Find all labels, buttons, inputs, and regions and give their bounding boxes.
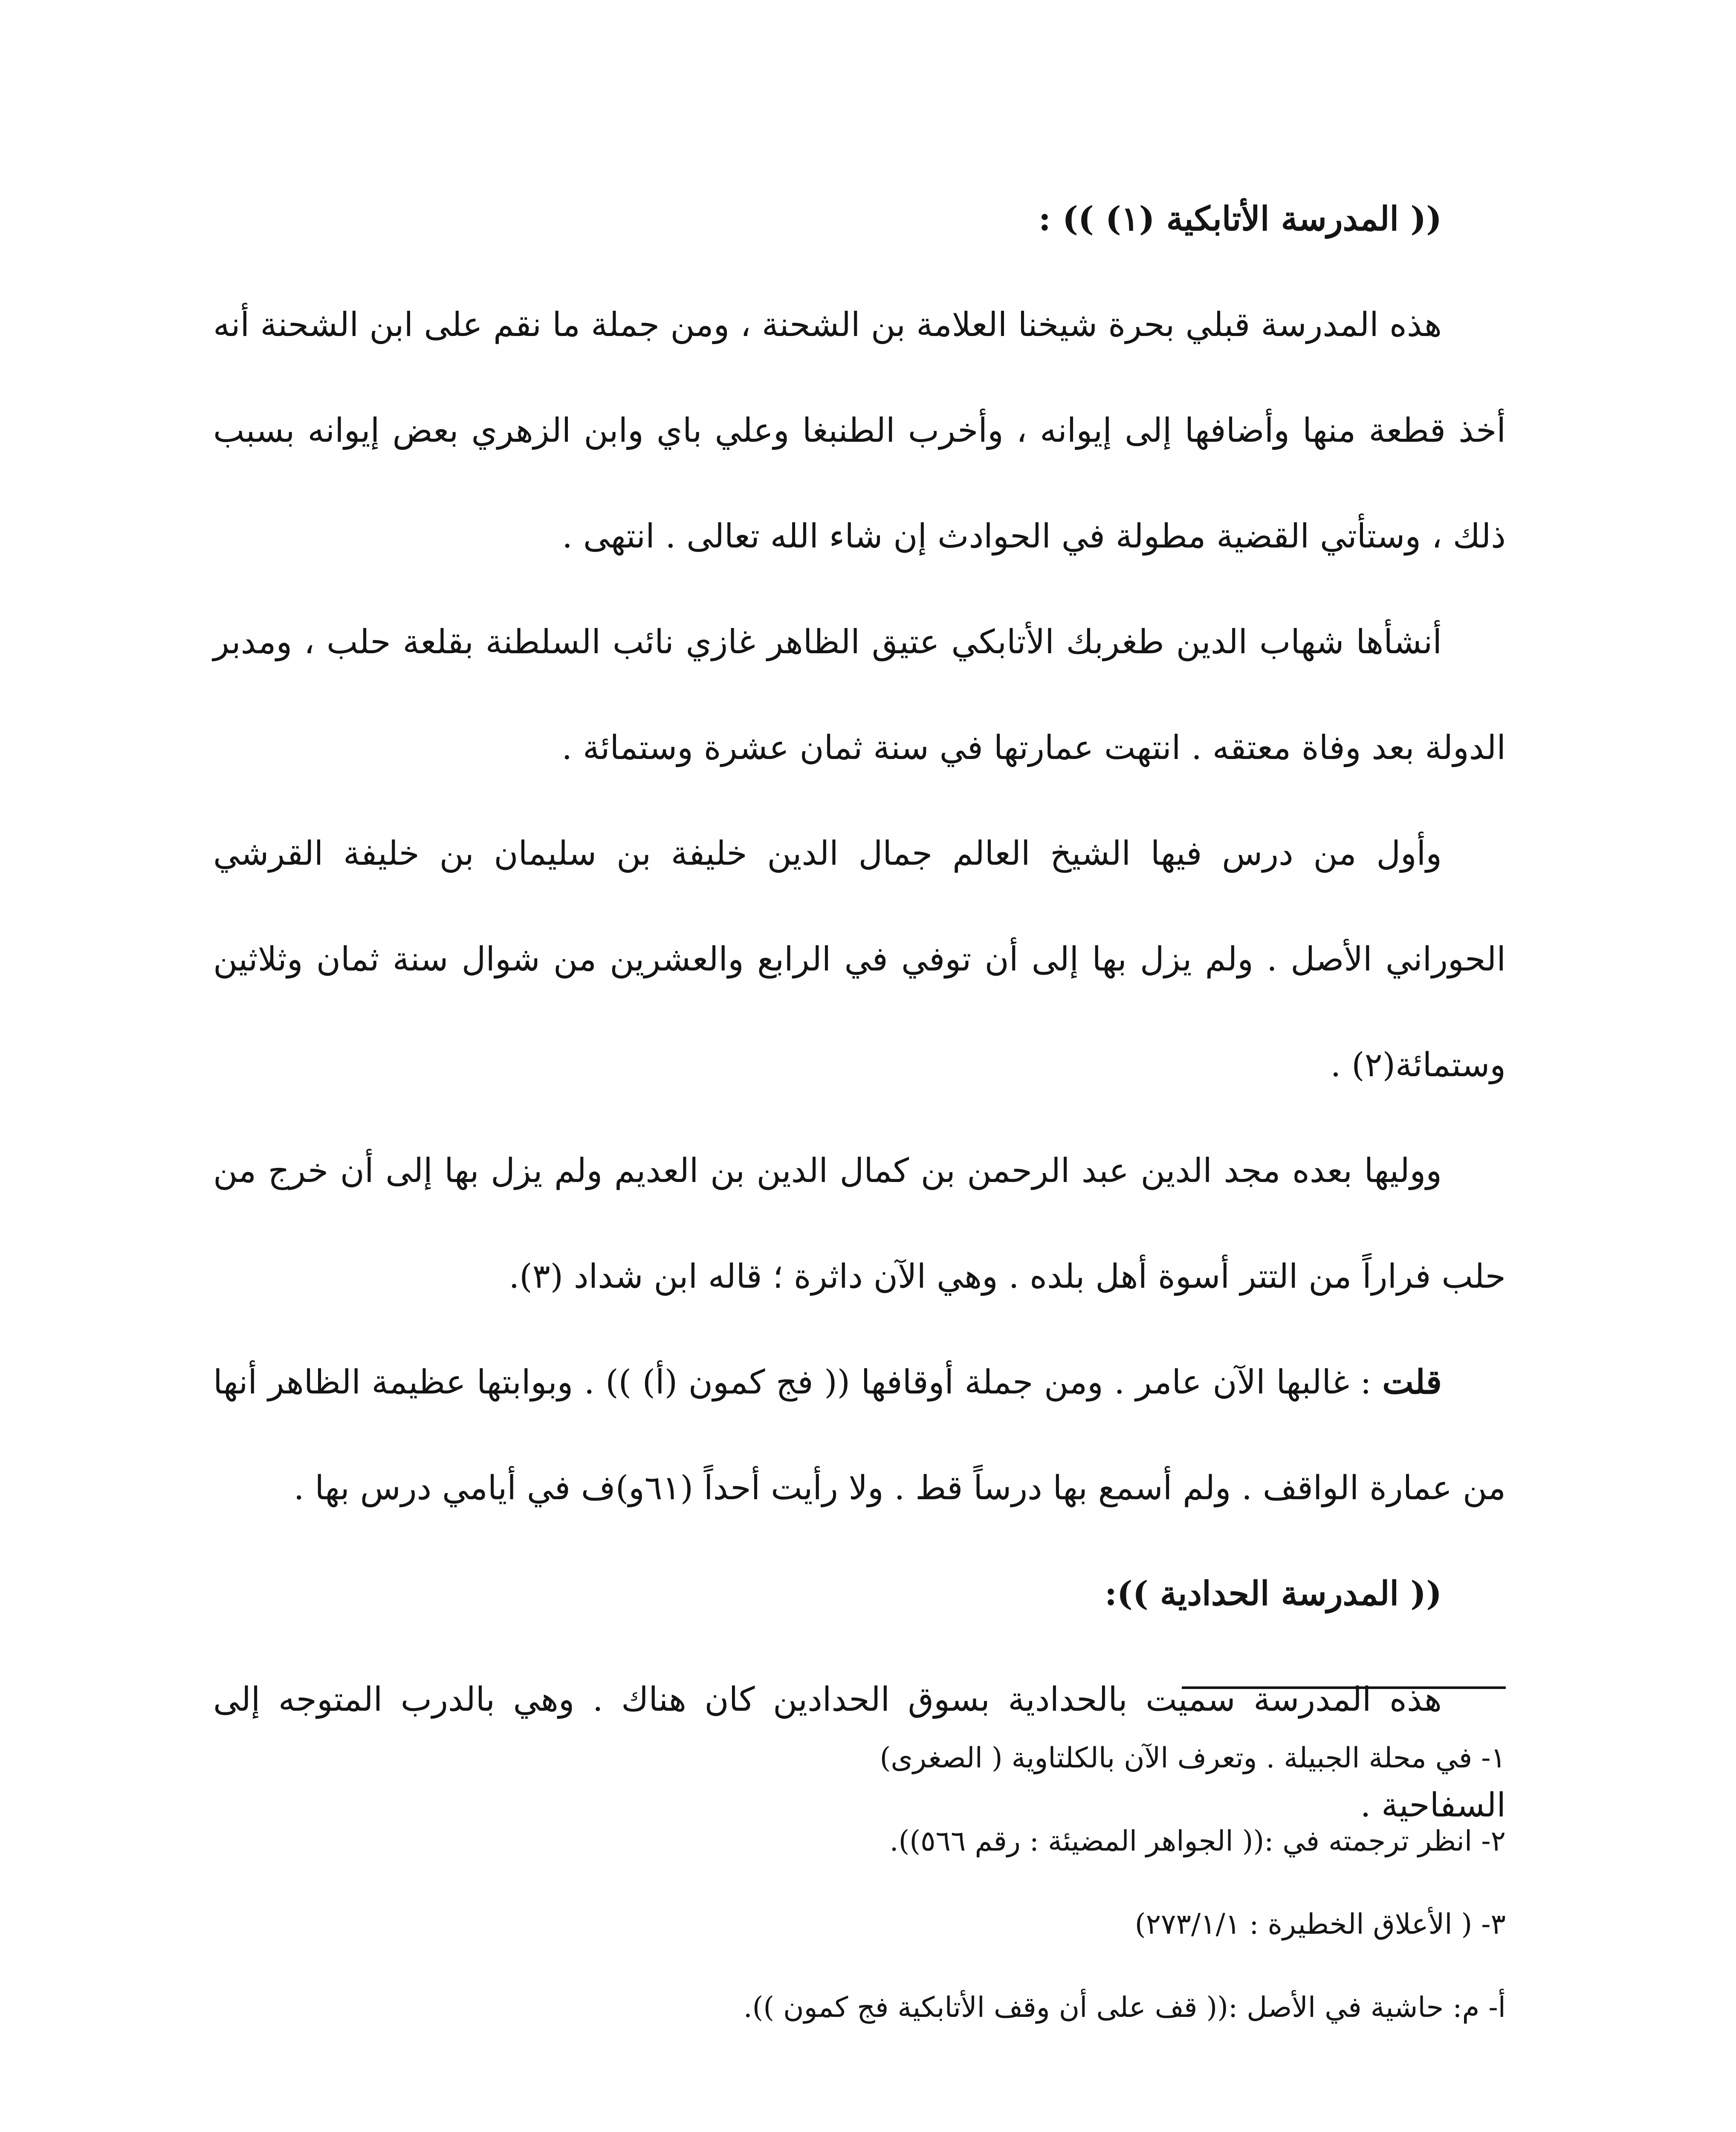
footnote: ١- في محلة الجبيلة . وتعرف الآن بالكلتاوية ( الصغرى)	[880, 1741, 1506, 1774]
footnotes	[213, 1716, 1506, 2049]
paragraph: هذه المدرسة قبلي بحرة شيخنا العلامة بن الشحنة ، ومن جملة ما نقم على ابن الشحنة أنه أخذ قطعة منها وأضافها إلى إيوانه ، وأخرب الطنبغا وعلي باي وابن الزهري بعض إيوانه بسبب ذلك ، وستأتي القضية مطولة في الحوادث إن شاء الله تعالى . انتهى .	[213, 306, 1506, 556]
paragraph: ووليها بعده مجد الدين عبد الرحمن بن كمال الدين بن العديم ولم يزل بها إلى أن خرج من حلب فراراً من التتر أسوة أهل بلده . وهي الآن داثرة ؛ قاله ابن شداد (٣).	[213, 1152, 1506, 1296]
paragraph-qultu	[213, 1330, 1506, 1541]
paragraph: أنشأها شهاب الدين طغربك الأتابكي عتيق الظاهر غازي نائب السلطنة بقلعة حلب ، ومدبر الدولة بعد وفاة معتقه . انتهت عمارتها في سنة ثمان عشرة وستمائة .	[213, 623, 1506, 767]
qultu-text: : غالبها الآن عامر . ومن جملة أوقافها (( فج كمون (أ) )) . وبوابتها عظيمة الظاهر أنها من عمارة الواقف . ولم أسمع بها درساً قط . ولا رأيت أحداً (٦١و)ف في أيامي درس بها .	[213, 1363, 1506, 1507]
footnote: ٣- ( الأعلاق الخطيرة : ٢٧٣/١/١)	[1134, 1908, 1506, 1941]
paragraph: هذه المدرسة سميت بالحدادية بسوق الحدادين كان هناك . وهي بالدرب المتوجه إلى السفاحية .	[213, 1680, 1506, 1825]
footnote: ٢- انظر ترجمته في :(( الجواهر المضيئة : رقم ٥٦٦)).	[889, 1825, 1506, 1857]
qultu-label: قلت	[1382, 1363, 1442, 1402]
section-heading-haddadiya: (( المدرسة الحدادية )):	[1105, 1574, 1442, 1613]
main-text	[213, 166, 1506, 1858]
footnote: أ- م: حاشية في الأصل :(( قف على أن وقف الأتابكية فج كمون )).	[743, 1991, 1506, 2024]
section-heading-atabakiya: (( المدرسة الأتابكية (١) )) :	[1039, 200, 1442, 238]
footnote-separator	[1182, 1686, 1506, 1689]
paragraph: وأول من درس فيها الشيخ العالم جمال الدين خليفة بن سليمان بن خليفة القرشي الحوراني الأصل . ولم يزل بها إلى أن توفي في الرابع والعشرين من شوال سنة ثمان وثلاثين وستمائة(٢) .	[213, 834, 1506, 1084]
